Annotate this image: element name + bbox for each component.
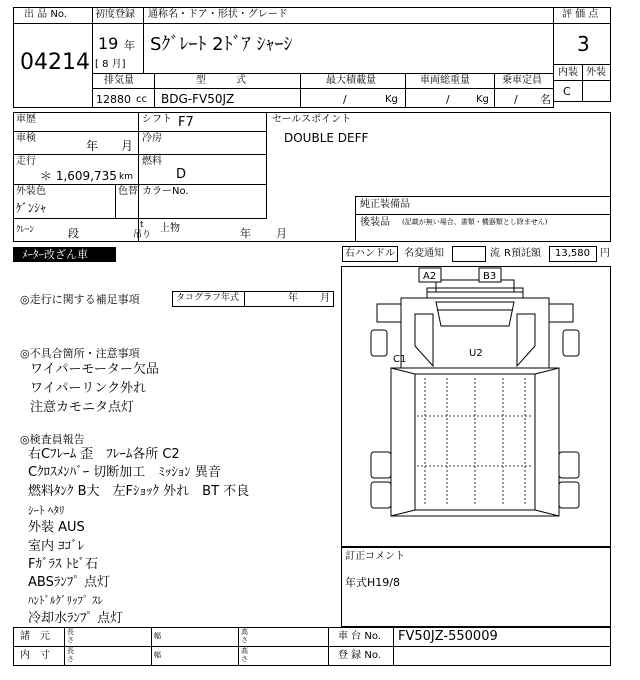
mileage-value: ＊ 1,609,735 xyxy=(40,169,117,183)
r-reserve-value: 13,580 xyxy=(555,248,590,259)
retrofit-label: 後装品 xyxy=(360,217,390,228)
report-item: Cｸﾛｽﾒﾝﾊﾞｰ 切断加工 ﾐｯｼｮﾝ 異音 xyxy=(28,465,221,480)
max-load-value: / xyxy=(343,93,347,106)
defect-item: ワイパーリンク外れ xyxy=(30,381,147,396)
name-change-label: 名変通知 xyxy=(404,248,444,259)
mark-b3: B3 xyxy=(483,271,497,282)
footer-spec-label: 諸 元 xyxy=(20,631,50,642)
comment-title: 訂正コメント xyxy=(345,551,405,562)
mileage-unit: km xyxy=(119,172,133,182)
uwamono-label: 上物 xyxy=(160,223,180,234)
uwamono-month: 月 xyxy=(276,227,287,240)
crane-label: ｸﾚｰﾝ xyxy=(16,225,35,235)
score-label: 評 価 点 xyxy=(562,9,599,20)
fuel-value: D xyxy=(176,167,187,182)
displacement-unit: cc xyxy=(136,94,147,105)
r-reserve-unit: 円 xyxy=(600,248,610,259)
report-item: 冷却水ﾗﾝﾌﾟ 点灯 xyxy=(28,611,124,626)
ryu-label: 流 xyxy=(490,248,500,259)
crane-steps-label: 段 xyxy=(68,227,79,240)
defects-title: ◎不具合箇所・注意事項 xyxy=(20,347,140,360)
color-change-label: 色替 xyxy=(118,186,138,197)
inspection-label: 車検 xyxy=(16,133,36,144)
footer-height-label: 高さ xyxy=(241,628,248,644)
sales-point-value: DOUBLE DEFF xyxy=(284,131,369,145)
shift-value: F7 xyxy=(178,115,194,130)
color-value: ｹﾞﾝｼｬ xyxy=(16,201,47,215)
gross-weight-label: 車両総重量 xyxy=(420,75,470,86)
interior-label: 内装 xyxy=(558,67,578,78)
report-item: 外装 AUS xyxy=(28,520,85,535)
sales-point-label: セールスポイント xyxy=(272,114,352,125)
tachograph-year: 年 xyxy=(288,293,298,304)
type-value: BDG-FV50JZ xyxy=(161,92,235,106)
report-item: Fｶﾞﾗｽ ﾄﾋﾞ石 xyxy=(28,557,99,572)
capacity-value: / xyxy=(514,93,518,106)
defect-item: 注意カモニタ点灯 xyxy=(30,400,135,415)
history-label: 車歴 xyxy=(16,114,36,125)
mark-c1: C1 xyxy=(393,354,407,365)
name-change-box xyxy=(452,246,486,262)
report-item: ｼｰﾄ ﾍﾀﾘ xyxy=(28,504,65,517)
crane-tsuri-label: 吊り xyxy=(133,230,152,240)
chassis-label: 車 台 No. xyxy=(338,631,381,642)
r-reserve-label: R預託額 xyxy=(504,248,541,259)
type-label: 型 式 xyxy=(196,75,246,86)
retrofit-note: (記載が無い場合、書類・機器類とし除ません) xyxy=(402,218,548,226)
footer-inner-width-label: 幅 xyxy=(154,651,161,659)
capacity-label: 乗車定員 xyxy=(502,75,542,86)
score-value: 3 xyxy=(577,32,590,56)
gross-weight-unit: Kg xyxy=(476,94,489,105)
lot-number: 04214 xyxy=(20,50,90,75)
max-load-unit: Kg xyxy=(385,94,398,105)
first-reg-label: 初度登録 xyxy=(95,9,135,20)
inspection-year: 年 xyxy=(86,139,99,153)
fuel-label: 燃料 xyxy=(142,156,162,167)
model-name: Sｸﾞﾚｰﾄ 2ﾄﾞｱ ｼｬｰｼ xyxy=(150,34,293,55)
color-label: 外装色 xyxy=(16,186,46,197)
report-item: ﾊﾝﾄﾞﾙｸﾞﾘｯﾌﾟ ｽﾚ xyxy=(28,594,103,607)
odometer-tampered-text: ﾒｰﾀｰ改ざん車 xyxy=(22,248,88,261)
report-item: 燃料ﾀﾝｸ B大 左Fｼｮｯｸ 外れ BT 不良 xyxy=(28,484,250,499)
report-item: 右Cﾌﾚｰﾑ 歪 ﾌﾚｰﾑ各所 C2 xyxy=(28,447,180,462)
comment-text: 年式H19/8 xyxy=(345,576,400,589)
displacement-label: 排気量 xyxy=(104,75,134,86)
mark-a2: A2 xyxy=(423,271,437,282)
mileage-label: 走行 xyxy=(16,156,36,167)
rhd-label: 右ハンドル xyxy=(345,248,395,259)
tachograph-label: タコグラフ年式 xyxy=(176,293,240,303)
tachograph-month: 月 xyxy=(320,293,330,304)
running-notes-title: ◎走行に関する補足事項 xyxy=(20,293,140,306)
footer-inner-label: 内 寸 xyxy=(20,650,50,661)
reg-month: [ 8 月] xyxy=(95,59,126,70)
shift-label: シフト xyxy=(142,114,172,125)
truck-diagram xyxy=(341,266,611,547)
exterior-label: 外装 xyxy=(586,67,606,78)
max-load-label: 最大積載量 xyxy=(326,75,376,86)
reg-year: 19 xyxy=(98,34,119,53)
footer-inner-length-label: 長さ xyxy=(67,647,74,663)
footer-width-label: 幅 xyxy=(154,632,161,640)
capacity-unit: 名 xyxy=(540,93,551,106)
uwamono-year: 年 xyxy=(240,227,251,240)
lot-label: 出 品 No. xyxy=(24,9,67,20)
footer-length-label: 長さ xyxy=(67,628,74,644)
footer-inner-height-label: 高さ xyxy=(241,647,248,663)
registration-label: 登 録 No. xyxy=(338,650,381,661)
crane-t-label: t xyxy=(140,220,144,230)
gross-weight-value: / xyxy=(446,93,450,106)
inspection-month: 月 xyxy=(121,139,134,153)
genuine-equipment-label: 純正装備品 xyxy=(360,199,410,210)
report-item: ABSﾗﾝﾌﾟ 点灯 xyxy=(28,575,110,590)
reg-year-unit: 年 xyxy=(124,39,135,52)
model-header: 通称名・ドア・形状・グレード xyxy=(148,9,288,20)
report-item: 室内 ﾖｺﾞﾚ xyxy=(28,539,85,554)
chassis-number: FV50JZ-550009 xyxy=(398,629,498,644)
aircon-label: 冷房 xyxy=(142,133,162,144)
defect-item: ワイパーモーター欠品 xyxy=(30,362,159,377)
color-code-label: カラーNo. xyxy=(142,186,189,197)
interior-grade: C xyxy=(563,85,571,98)
displacement-value: 12880 xyxy=(96,93,131,106)
report-title: ◎検査員報告 xyxy=(20,433,85,446)
mark-u2: U2 xyxy=(469,348,483,359)
